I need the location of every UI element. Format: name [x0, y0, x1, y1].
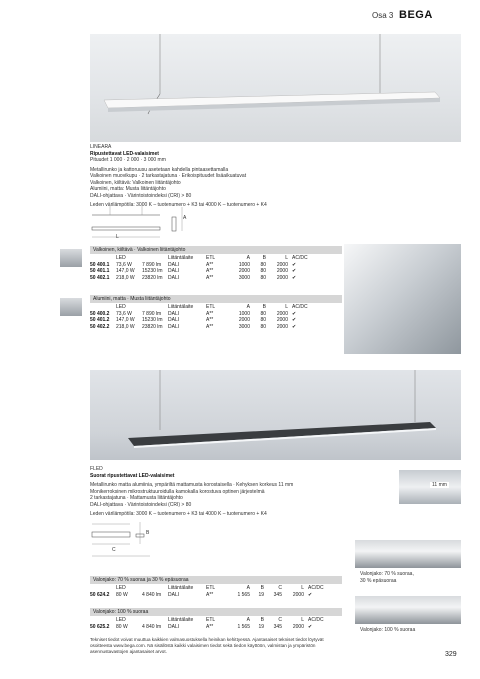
product-name: LINEARA [90, 144, 112, 150]
col-header: ETL [206, 617, 216, 624]
cell: 3000 [238, 274, 250, 281]
cell: 3000 [238, 323, 250, 330]
cell: 15230 lm [142, 317, 163, 324]
col-header: L [285, 255, 288, 262]
col-header: B [262, 304, 266, 311]
col-header: AC/DC [308, 617, 324, 624]
frame-height-label: 11 mm [432, 482, 447, 488]
fled-product-photo [90, 370, 461, 460]
table-row [88, 624, 328, 631]
item-number: 50 400.2 [90, 310, 110, 317]
col-header: C [278, 585, 282, 592]
cell: A** [206, 317, 214, 324]
lineara-info [90, 144, 340, 209]
distribution-caption-100: Valonjako: 100 % suoraa [360, 627, 416, 633]
col-header: L [301, 585, 304, 592]
color-temperature-note: Leden värilämpötila: 3000 K – tuotenumero + K3 tai 4000 K – tuotenumero + K4 [90, 202, 267, 208]
item-number: 50 401.1 [90, 268, 110, 275]
cell: 73,6 W [116, 261, 132, 268]
item-number: 50 402.2 [90, 323, 110, 330]
cell: 1 565 [237, 591, 250, 598]
footer-line: Tekniset tiedot voivat muuttua kaikkien valmasuostuksella heinikan kehittyessä. Ajantasaiset tekniset tiedot löytyvät [90, 637, 324, 642]
col-header: A [246, 255, 250, 262]
cell: 80 W [116, 591, 128, 598]
col-header: B [260, 617, 264, 624]
cell: 15230 lm [142, 268, 163, 275]
cell: 2000 [276, 274, 288, 281]
col-header: Liitäntälaite [168, 585, 194, 592]
cell: 73,6 W [116, 310, 132, 317]
col-header: Liitäntälaite [168, 617, 194, 624]
col-header: A [246, 304, 250, 311]
variant-thumbnail-white [60, 249, 82, 267]
product-subtitle: Ripustettavat LED-valaisimet [90, 150, 159, 157]
product-description [90, 482, 350, 508]
cell: A** [206, 268, 214, 275]
check-icon: ✔ [292, 274, 297, 281]
check-icon: ✔ [292, 310, 297, 317]
cell: DALI [168, 591, 180, 598]
col-header: AC/DC [308, 585, 324, 592]
col-header: LED [116, 585, 126, 592]
check-icon: ✔ [292, 261, 297, 268]
cell: 19 [258, 591, 264, 598]
cell: DALI [168, 274, 180, 281]
col-header: L [285, 304, 288, 311]
cell: 4 840 lm [142, 591, 162, 598]
cell: 1000 [238, 261, 250, 268]
cell: 2000 [276, 317, 288, 324]
cell: 80 W [116, 623, 128, 630]
product-description [90, 167, 340, 200]
cell: 345 [273, 591, 282, 598]
distribution-photo-100 [355, 596, 461, 624]
lineara-illustration [90, 34, 461, 142]
color-temperature-note: Leden värilämpötila: 3000 K – tuotenumero + K3 tai 4000 K – tuotenumero + K4 [90, 511, 267, 517]
table-row [88, 324, 312, 331]
cell: 80 [260, 317, 266, 324]
cell: 1 565 [237, 623, 250, 630]
cell: A** [206, 623, 214, 630]
col-header: L [301, 617, 304, 624]
section-label: Osa 3 [372, 11, 394, 20]
cell: A** [206, 310, 214, 317]
table-row [88, 275, 312, 282]
cell: 80 [260, 310, 266, 317]
col-header: B [260, 585, 264, 592]
col-header: ETL [206, 304, 216, 311]
col-header: Liitäntälaite [168, 304, 194, 311]
cell: 2000 [292, 623, 304, 630]
col-header: Liitäntälaite [168, 255, 194, 262]
cell: A** [206, 591, 214, 598]
brand-logo: BEGA [399, 9, 433, 21]
col-header: ETL [206, 255, 216, 262]
desc-line: DALI-ohjattava · Värintoistoindeksi (CRI) > 80 [90, 192, 192, 199]
distribution-photo-70-30 [355, 540, 461, 568]
footer-line: osoitteesta www.bega.com. Nä sisällöstä kaikki valaisimen tiedot sekä tiedon käyttöön, valmistan ja ympäristön [90, 643, 316, 648]
cell: DALI [168, 623, 180, 630]
col-header: LED [116, 255, 126, 262]
cell: 80 [260, 261, 266, 268]
lineara-table-alu [88, 304, 312, 330]
dim-label-a: A [183, 215, 187, 221]
cell: 218,0 W [116, 274, 135, 281]
check-icon: ✔ [292, 317, 297, 324]
desc-line: Alumiini, matta: Musta liitäntäjohto [90, 186, 166, 192]
check-icon: ✔ [292, 323, 297, 330]
cell: 2000 [276, 261, 288, 268]
fled-table-100 [88, 617, 328, 630]
cell: DALI [168, 310, 180, 317]
cell: 7 890 lm [142, 310, 162, 317]
caption-line: Valonjako: 70 % suoraa, [360, 571, 414, 577]
col-header: AC/DC [292, 255, 308, 262]
cell: 80 [260, 274, 266, 281]
product-name: FLED [90, 466, 103, 472]
cell: DALI [168, 323, 180, 330]
item-number: 50 402.1 [90, 274, 110, 281]
cell: 218,0 W [116, 323, 135, 330]
cell: 4 840 lm [142, 623, 162, 630]
desc-line: Valkoinen, kiiltävä: Valkoinen liitäntäjohto [90, 179, 181, 186]
desc-line: DALI-ohjattava · Värintoistoindeksi (CRI) > 80 [90, 501, 192, 508]
desc-line: Valkoinen muovikupu · 2 tarkastajatuna · Erikoispituudet lisäaikuatuvat [90, 173, 247, 179]
lineara-product-photo [90, 34, 461, 142]
cell: 23820 lm [142, 274, 163, 281]
col-header: LED [116, 617, 126, 624]
table-row [88, 592, 328, 599]
product-lengths: Pituudet 1 000 · 2 000 · 3 000 mm [90, 157, 166, 163]
col-header: A [246, 617, 250, 624]
variant-thumbnail-alu [60, 298, 82, 316]
desc-line: Metallirunko ja kattoruusu asetetaan kahdella pintaasettamalla [90, 166, 229, 173]
dim-label-b: B [146, 530, 150, 536]
interior-application-photo [344, 244, 461, 354]
check-icon: ✔ [292, 268, 297, 275]
desc-line: 2 tarkastajatuna · Mattamusta liitäntäjohto [90, 495, 183, 501]
check-icon: ✔ [308, 623, 313, 630]
cell: A** [206, 261, 214, 268]
cell: 2000 [276, 310, 288, 317]
lineara-dimension-drawing [90, 205, 190, 243]
item-number: 50 400.1 [90, 261, 110, 268]
page-number: 329 [445, 651, 457, 658]
desc-line: Monikerroksinen mikrostruktuuroidulla kamokalla korostuva optinen järjestelmä [90, 488, 265, 495]
cell: 19 [258, 623, 264, 630]
distribution-caption-70-30 [360, 571, 414, 585]
lineara-table-white [88, 255, 312, 281]
variant-band-100: Valonjako: 100 % suoraa [90, 608, 342, 616]
cell: 80 [260, 323, 266, 330]
variant-band-70-30: Valonjako: 70 % suoraa ja 30 % epäsuoraa [90, 576, 342, 584]
cell: 147,0 W [116, 268, 135, 275]
caption-line: 30 % epäsuoraa [360, 578, 397, 584]
cell: A** [206, 323, 214, 330]
fled-table-70-30 [88, 585, 328, 598]
cell: 1000 [238, 310, 250, 317]
col-header: LED [116, 304, 126, 311]
cell: 80 [260, 268, 266, 275]
check-icon: ✔ [308, 591, 313, 598]
cell: 147,0 W [116, 317, 135, 324]
footer-line: asennustavastojen ajantasaiset arvot. [90, 649, 167, 654]
item-number: 50 625.2 [90, 623, 110, 630]
col-header: C [278, 617, 282, 624]
dim-label-c: C [112, 547, 116, 553]
cell: 2000 [292, 591, 304, 598]
cell: 2000 [276, 323, 288, 330]
dim-label-l: L [116, 234, 119, 240]
cell: 23820 lm [142, 323, 163, 330]
cell: 2000 [238, 317, 250, 324]
col-header: A [246, 585, 250, 592]
desc-line: Metallirunko matta alumiinia, ympäriltä mattamusta korostaisella · Kehyksen korkeus 11 mm [90, 482, 294, 488]
item-number: 50 624.2 [90, 591, 110, 598]
cell: 7 890 lm [142, 261, 162, 268]
cell: 2000 [238, 268, 250, 275]
variant-band-alu: Alumiini, matta · Musta liitäntäjohto [90, 295, 342, 303]
fled-dimension-drawing [90, 522, 160, 562]
fled-illustration [90, 370, 461, 460]
cell: A** [206, 274, 214, 281]
col-header: ETL [206, 585, 216, 592]
footer-disclaimer [90, 637, 390, 655]
variant-band-white: Valkoinen, kiiltävä · Valkoinen liitäntäjohto [90, 246, 342, 254]
cell: DALI [168, 317, 180, 324]
product-subtitle: Suorat ripustettavat LED-valaisimet [90, 472, 175, 479]
cell: DALI [168, 268, 180, 275]
cell: DALI [168, 261, 180, 268]
item-number: 50 401.2 [90, 317, 110, 324]
cell: 345 [273, 623, 282, 630]
cell: 2000 [276, 268, 288, 275]
fled-info [90, 466, 350, 518]
col-header: AC/DC [292, 304, 308, 311]
col-header: B [262, 255, 266, 262]
